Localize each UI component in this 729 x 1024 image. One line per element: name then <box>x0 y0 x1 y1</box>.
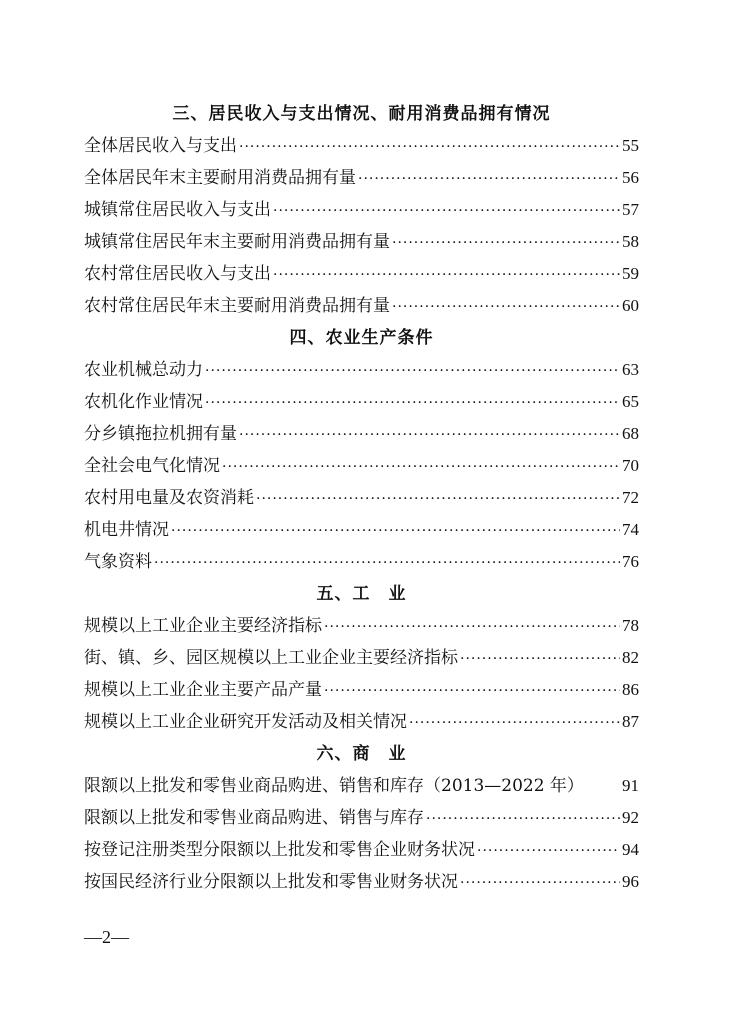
toc-entry[interactable] <box>84 706 639 738</box>
dot-leader <box>392 291 620 323</box>
dot-leader <box>256 483 620 515</box>
toc-entry-page: 59 <box>622 264 639 283</box>
toc-entry-page: 72 <box>622 488 639 507</box>
toc-entry-page: 86 <box>622 680 639 699</box>
toc-entry[interactable] <box>84 866 639 898</box>
dot-leader <box>239 131 620 163</box>
toc-entry-title: 街、镇、乡、园区规模以上工业企业主要经济指标 <box>84 648 458 668</box>
toc-entry[interactable] <box>84 482 639 514</box>
toc-entry-page: 57 <box>622 200 639 219</box>
toc-entry-title: 全体居民收入与支出 <box>84 136 237 156</box>
toc-entry[interactable] <box>84 130 639 162</box>
toc-entry[interactable] <box>84 162 639 194</box>
toc-entry-title: 限额以上批发和零售业商品购进、销售与库存 <box>84 808 424 828</box>
toc-entry[interactable] <box>84 546 639 578</box>
toc-entry-title: 规模以上工业企业主要产品产量 <box>84 680 322 700</box>
toc-entry-page: 87 <box>622 712 639 731</box>
dot-leader <box>460 643 620 675</box>
toc-entry-page: 60 <box>622 296 639 315</box>
toc-entry-title: 农机化作业情况 <box>84 392 203 412</box>
dot-leader <box>426 803 620 835</box>
toc-entry-title: 农村常住居民收入与支出 <box>84 264 271 284</box>
toc-entry-title: 农村常住居民年末主要耐用消费品拥有量 <box>84 296 390 316</box>
dot-leader <box>324 611 620 643</box>
toc-entry-title: 农业机械总动力 <box>84 360 203 380</box>
toc-entry-title: 按国民经济行业分限额以上批发和零售业财务状况 <box>84 872 458 892</box>
toc-entry-title: 全社会电气化情况 <box>84 456 220 476</box>
toc-entry-page: 91 <box>622 776 639 795</box>
page-number: —2— <box>84 927 129 947</box>
dot-leader <box>392 227 620 259</box>
toc-entry[interactable] <box>84 450 639 482</box>
toc-entry-page: 94 <box>622 840 639 859</box>
toc-entry-page: 55 <box>622 136 639 155</box>
toc-entry-page: 70 <box>622 456 639 475</box>
toc-entry-title: 城镇常住居民年末主要耐用消费品拥有量 <box>84 232 390 252</box>
dot-leader <box>477 835 620 867</box>
toc-entry[interactable] <box>84 642 639 674</box>
toc-entry[interactable] <box>84 834 639 866</box>
toc-entry-title: 机电井情况 <box>84 520 169 540</box>
toc-entry-title: 规模以上工业企业主要经济指标 <box>84 616 322 636</box>
dot-leader <box>358 163 620 195</box>
toc-entry-title: 农村用电量及农资消耗 <box>84 488 254 508</box>
toc-entry-title: 全体居民年末主要耐用消费品拥有量 <box>84 168 356 188</box>
dot-leader <box>205 387 620 419</box>
dot-leader <box>222 451 620 483</box>
toc-entry[interactable] <box>84 418 639 450</box>
toc-entry[interactable] <box>84 514 639 546</box>
toc-entry-page: 82 <box>622 648 639 667</box>
toc-entry-page: 63 <box>622 360 639 379</box>
toc-entry-page: 76 <box>622 552 639 571</box>
toc-entry-page: 65 <box>622 392 639 411</box>
toc-entry[interactable] <box>84 674 639 706</box>
toc-entry[interactable] <box>84 258 639 290</box>
dot-leader <box>171 515 620 547</box>
toc-entry-title: 规模以上工业企业研究开发活动及相关情况 <box>84 712 407 732</box>
toc-entry[interactable] <box>84 354 639 386</box>
dot-leader <box>154 547 620 579</box>
toc-entry-title: 分乡镇拖拉机拥有量 <box>84 424 237 444</box>
dot-leader <box>324 675 620 707</box>
toc-entry[interactable] <box>84 386 639 418</box>
toc-entry[interactable] <box>84 770 639 802</box>
toc-entry[interactable] <box>84 802 639 834</box>
toc-entry-page: 92 <box>622 808 639 827</box>
dot-leader <box>460 867 620 899</box>
table-of-contents <box>84 98 639 898</box>
toc-entry-page: 56 <box>622 168 639 187</box>
toc-entry-title: 限额以上批发和零售业商品购进、销售和库存（2013—2022 年） <box>84 776 584 796</box>
toc-entry-title: 按登记注册类型分限额以上批发和零售企业财务状况 <box>84 840 475 860</box>
toc-entry[interactable] <box>84 226 639 258</box>
dot-leader <box>239 419 620 451</box>
dot-leader <box>273 259 620 291</box>
dot-leader <box>409 707 620 739</box>
toc-entry-title: 气象资料 <box>84 552 152 572</box>
section-heading: 三、居民收入与支出情况、耐用消费品拥有情况 <box>172 104 551 124</box>
section-heading: 五、工 业 <box>316 584 407 604</box>
dot-leader <box>205 355 620 387</box>
toc-entry-page: 74 <box>622 520 639 539</box>
toc-entry[interactable] <box>84 194 639 226</box>
section-heading: 四、农业生产条件 <box>289 328 434 348</box>
toc-entry-page: 96 <box>622 872 639 891</box>
toc-entry[interactable] <box>84 610 639 642</box>
section-heading: 六、商 业 <box>316 744 407 764</box>
toc-entry-page: 68 <box>622 424 639 443</box>
toc-entry[interactable] <box>84 290 639 322</box>
toc-entry-title: 城镇常住居民收入与支出 <box>84 200 271 220</box>
dot-leader <box>273 195 620 227</box>
toc-entry-page: 58 <box>622 232 639 251</box>
toc-entry-page: 78 <box>622 616 639 635</box>
